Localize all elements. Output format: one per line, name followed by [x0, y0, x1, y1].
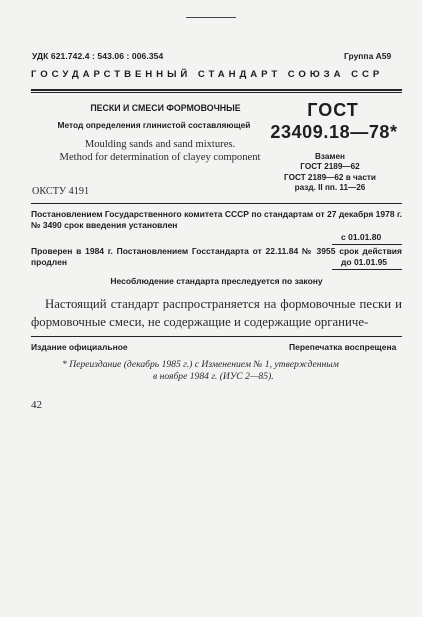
replaces-label: Взамен	[315, 152, 345, 161]
top-divider	[186, 17, 236, 18]
document-title: ПЕСКИ И СМЕСИ ФОРМОВОЧНЫЕ	[90, 103, 241, 113]
replaces-line3: разд. II пп. 11—26	[294, 182, 366, 192]
header-rule-thin	[31, 92, 402, 93]
english-title-line2: Method for determination of clayey component	[59, 152, 261, 163]
reissue-note-line2: в ноябре 1984 г. (ИУС 2—85).	[153, 371, 274, 382]
replaces-block	[255, 152, 405, 193]
okstu-code: ОКСТУ 4191	[32, 186, 90, 197]
decree-text: Постановлением Государственного комитета СССР по стандартам от 27 декабря 1978 г. № 3490 срок введения установлен	[31, 209, 402, 230]
intro-paragraph: Настоящий стандарт распространяется на формовочные пески и формовочные смеси, не содержащие и содержащие органиче-	[31, 297, 402, 329]
checked-text: Проверен в 1984 г. Постановлением Госстандарта от 22.11.84 № 3955 срок действия продлен	[31, 246, 402, 267]
group-code: Группа А59	[344, 51, 392, 61]
extended-date: до 01.01.95	[341, 257, 388, 267]
section-rule	[31, 203, 402, 204]
gost-number: 23409.18—78*	[270, 122, 398, 142]
footer-rule	[31, 336, 402, 337]
replaces-line2: ГОСТ 2189—62 в части	[284, 172, 376, 182]
gost-label: ГОСТ	[307, 100, 359, 120]
page-number: 42	[31, 399, 42, 411]
effective-date: с 01.01.80	[341, 232, 382, 242]
replaces-line1: ГОСТ 2189—62	[300, 162, 360, 172]
english-title	[44, 138, 276, 164]
state-standard-heading: ГОСУДАРСТВЕННЫЙ СТАНДАРТ СОЮЗА ССР	[31, 69, 384, 80]
effective-date-rule	[332, 244, 402, 245]
english-title-line1: Moulding sands and sand mixtures.	[84, 139, 236, 150]
official-edition: Издание официальное	[31, 342, 128, 352]
document-subtitle: Метод определения глинистой составляющей	[57, 120, 251, 130]
extended-date-rule	[332, 269, 402, 270]
udk-code: УДК 621.742.4 : 543.06 : 006.354	[32, 51, 164, 61]
header-rule-thick	[31, 89, 402, 91]
law-notice: Несоблюдение стандарта преследуется по закону	[110, 276, 323, 286]
reissue-note-line1: * Переиздание (декабрь 1985 г.) с Изменением № 1, утвержденным	[62, 359, 339, 370]
reissue-note	[62, 359, 382, 383]
reprint-prohibited: Перепечатка воспрещена	[289, 342, 397, 352]
